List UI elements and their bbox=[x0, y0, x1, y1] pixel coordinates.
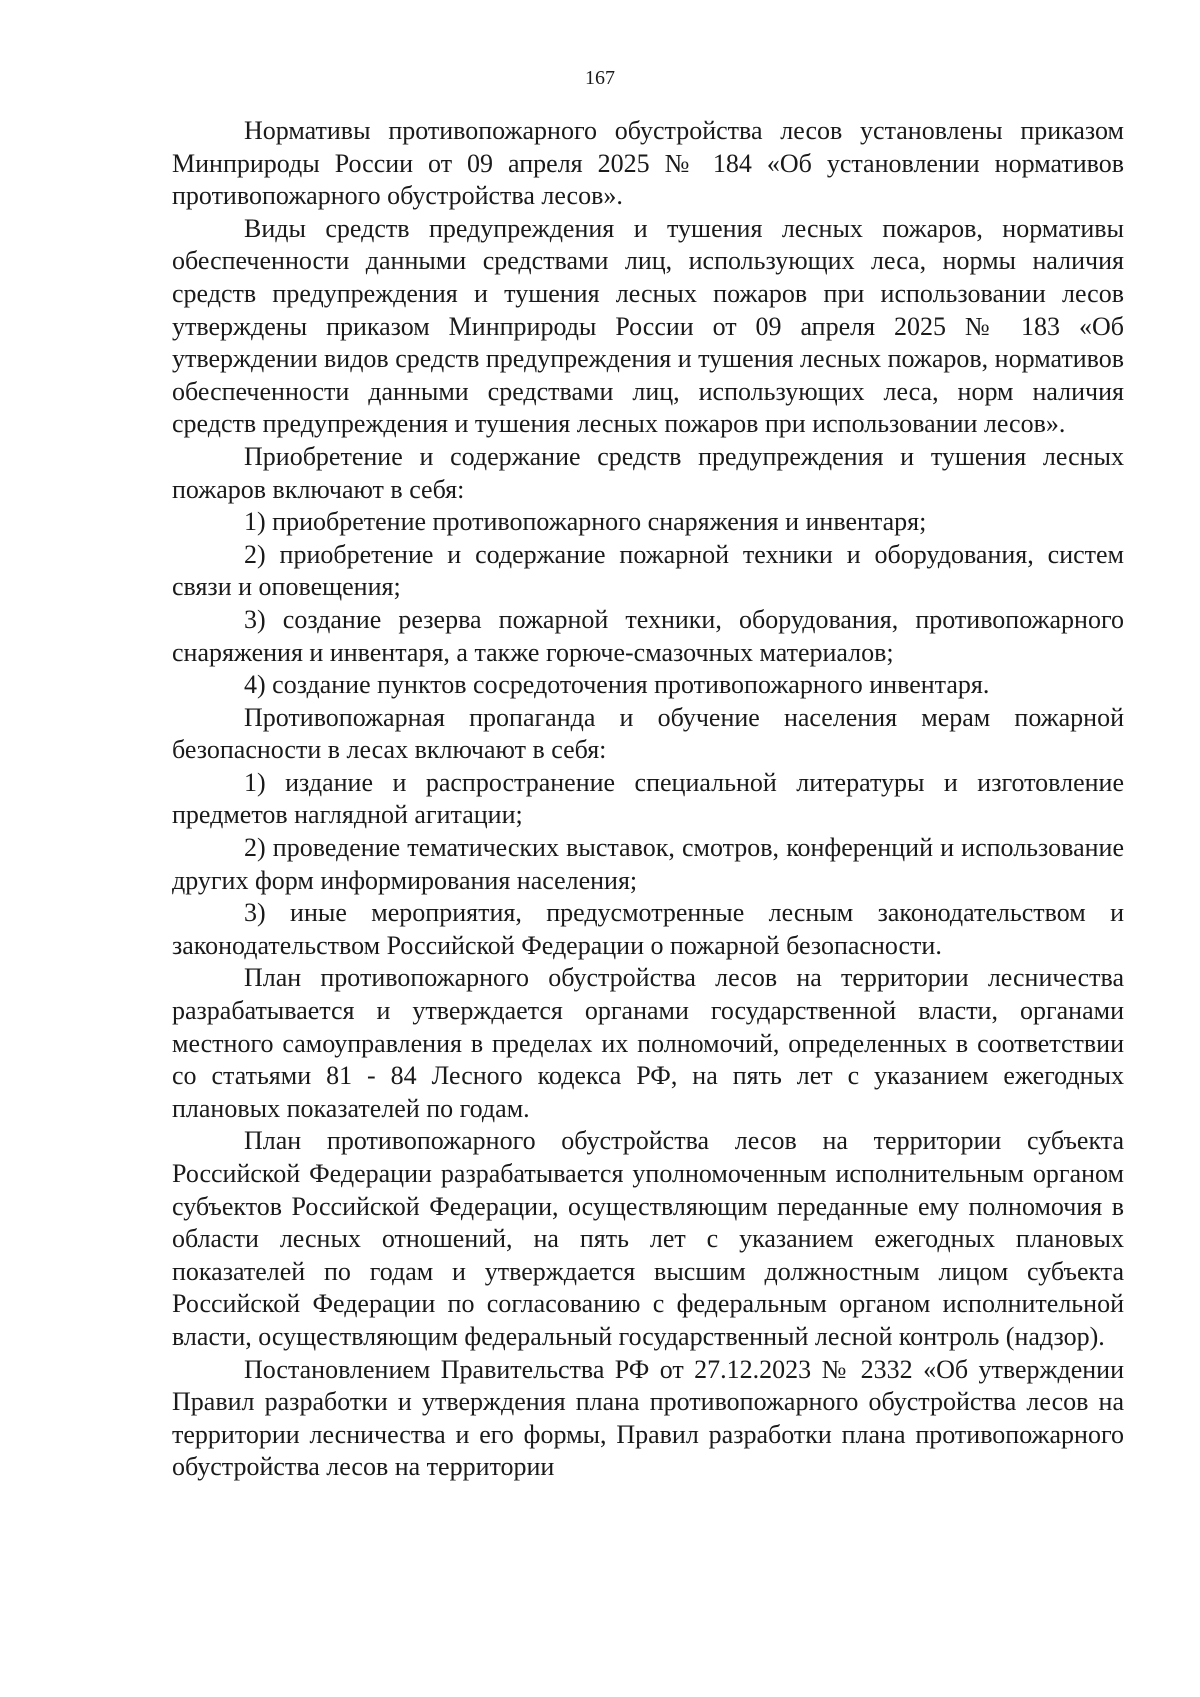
paragraph-propaganda-intro: Противопожарная пропаганда и обучение населения мерам пожарной безопасности в лесах включают в себя: bbox=[172, 702, 1124, 765]
paragraph-forestry-plan: План противопожарного обустройства лесов на территории лесничества разрабатывается и утверждается органами государственной власти, органами местного самоуправления в пределах их полномочий, определенных в соответствии со статьями 81 - 84 Лесного кодекса РФ, на пять лет с указанием ежегодных плановых показателей по годам. bbox=[172, 963, 1124, 1123]
paragraph-acquisition-intro: Приобретение и содержание средств предупреждения и тушения лесных пожаров включают в себя: bbox=[172, 441, 1124, 504]
page-number: 167 bbox=[585, 67, 615, 89]
document-body bbox=[172, 115, 1124, 1484]
paragraph-fire-means-types: Виды средств предупреждения и тушения лесных пожаров, нормативы обеспеченности данными средствами лиц, использующих леса, нормы наличия средств предупреждения и тушения лесных пожаров при использовании лесов утверждены приказом Минприроды России от 09 апреля 2025 № 183 «Об утверждении видов средств предупреждения и тушения лесных пожаров, нормативов обеспеченности данными средствами лиц, использующих леса, норм наличия средств предупреждения и тушения лесных пожаров при использовании лесов». bbox=[172, 213, 1124, 439]
list-item-propaganda-1: 1) издание и распространение специальной литературы и изготовление предметов наглядной агитации; bbox=[172, 767, 1124, 830]
list-item-acquisition-4: 4) создание пунктов сосредоточения противопожарного инвентаря. bbox=[244, 670, 990, 700]
list-item-acquisition-2: 2) приобретение и содержание пожарной техники и оборудования, систем связи и оповещения; bbox=[172, 539, 1124, 602]
paragraph-subject-plan: План противопожарного обустройства лесов на территории субъекта Российской Федерации разрабатывается уполномоченным исполнительным органом субъектов Российской Федерации, осуществляющим переданные ему полномочия в области лесных отношений, на пять лет с указанием ежегодных плановых показателей по годам и утверждается высшим должностным лицом субъекта Российской Федерации по согласованию с федеральным органом исполнительной власти, осуществляющим федеральный государственный лесной контроль (надзор). bbox=[172, 1126, 1124, 1351]
list-item-propaganda-2: 2) проведение тематических выставок, смотров, конференций и использование других форм информирования населения; bbox=[172, 833, 1124, 895]
list-item-acquisition-1: 1) приобретение противопожарного снаряжения и инвентаря; bbox=[244, 507, 927, 537]
list-item-acquisition-3: 3) создание резерва пожарной техники, оборудования, противопожарного снаряжения и инвентаря, а также горюче-смазочных материалов; bbox=[172, 604, 1124, 667]
paragraph-fire-norms: Нормативы противопожарного обустройства лесов установлены приказом Минприроды России от 09 апреля 2025 № 184 «Об установлении нормативов противопожарного обустройства лесов». bbox=[172, 116, 1124, 211]
list-item-propaganda-3: 3) иные мероприятия, предусмотренные лесным законодательством и законодательством Российской Федерации о пожарной безопасности. bbox=[172, 898, 1124, 960]
paragraph-government-decree: Постановлением Правительства РФ от 27.12.2023 № 2332 «Об утверждении Правил разработки и утверждения плана противопожарного обустройства лесов на территории лесничества и его формы, Правил разработки плана противопожарного обустройства лесов на территории bbox=[172, 1354, 1124, 1482]
